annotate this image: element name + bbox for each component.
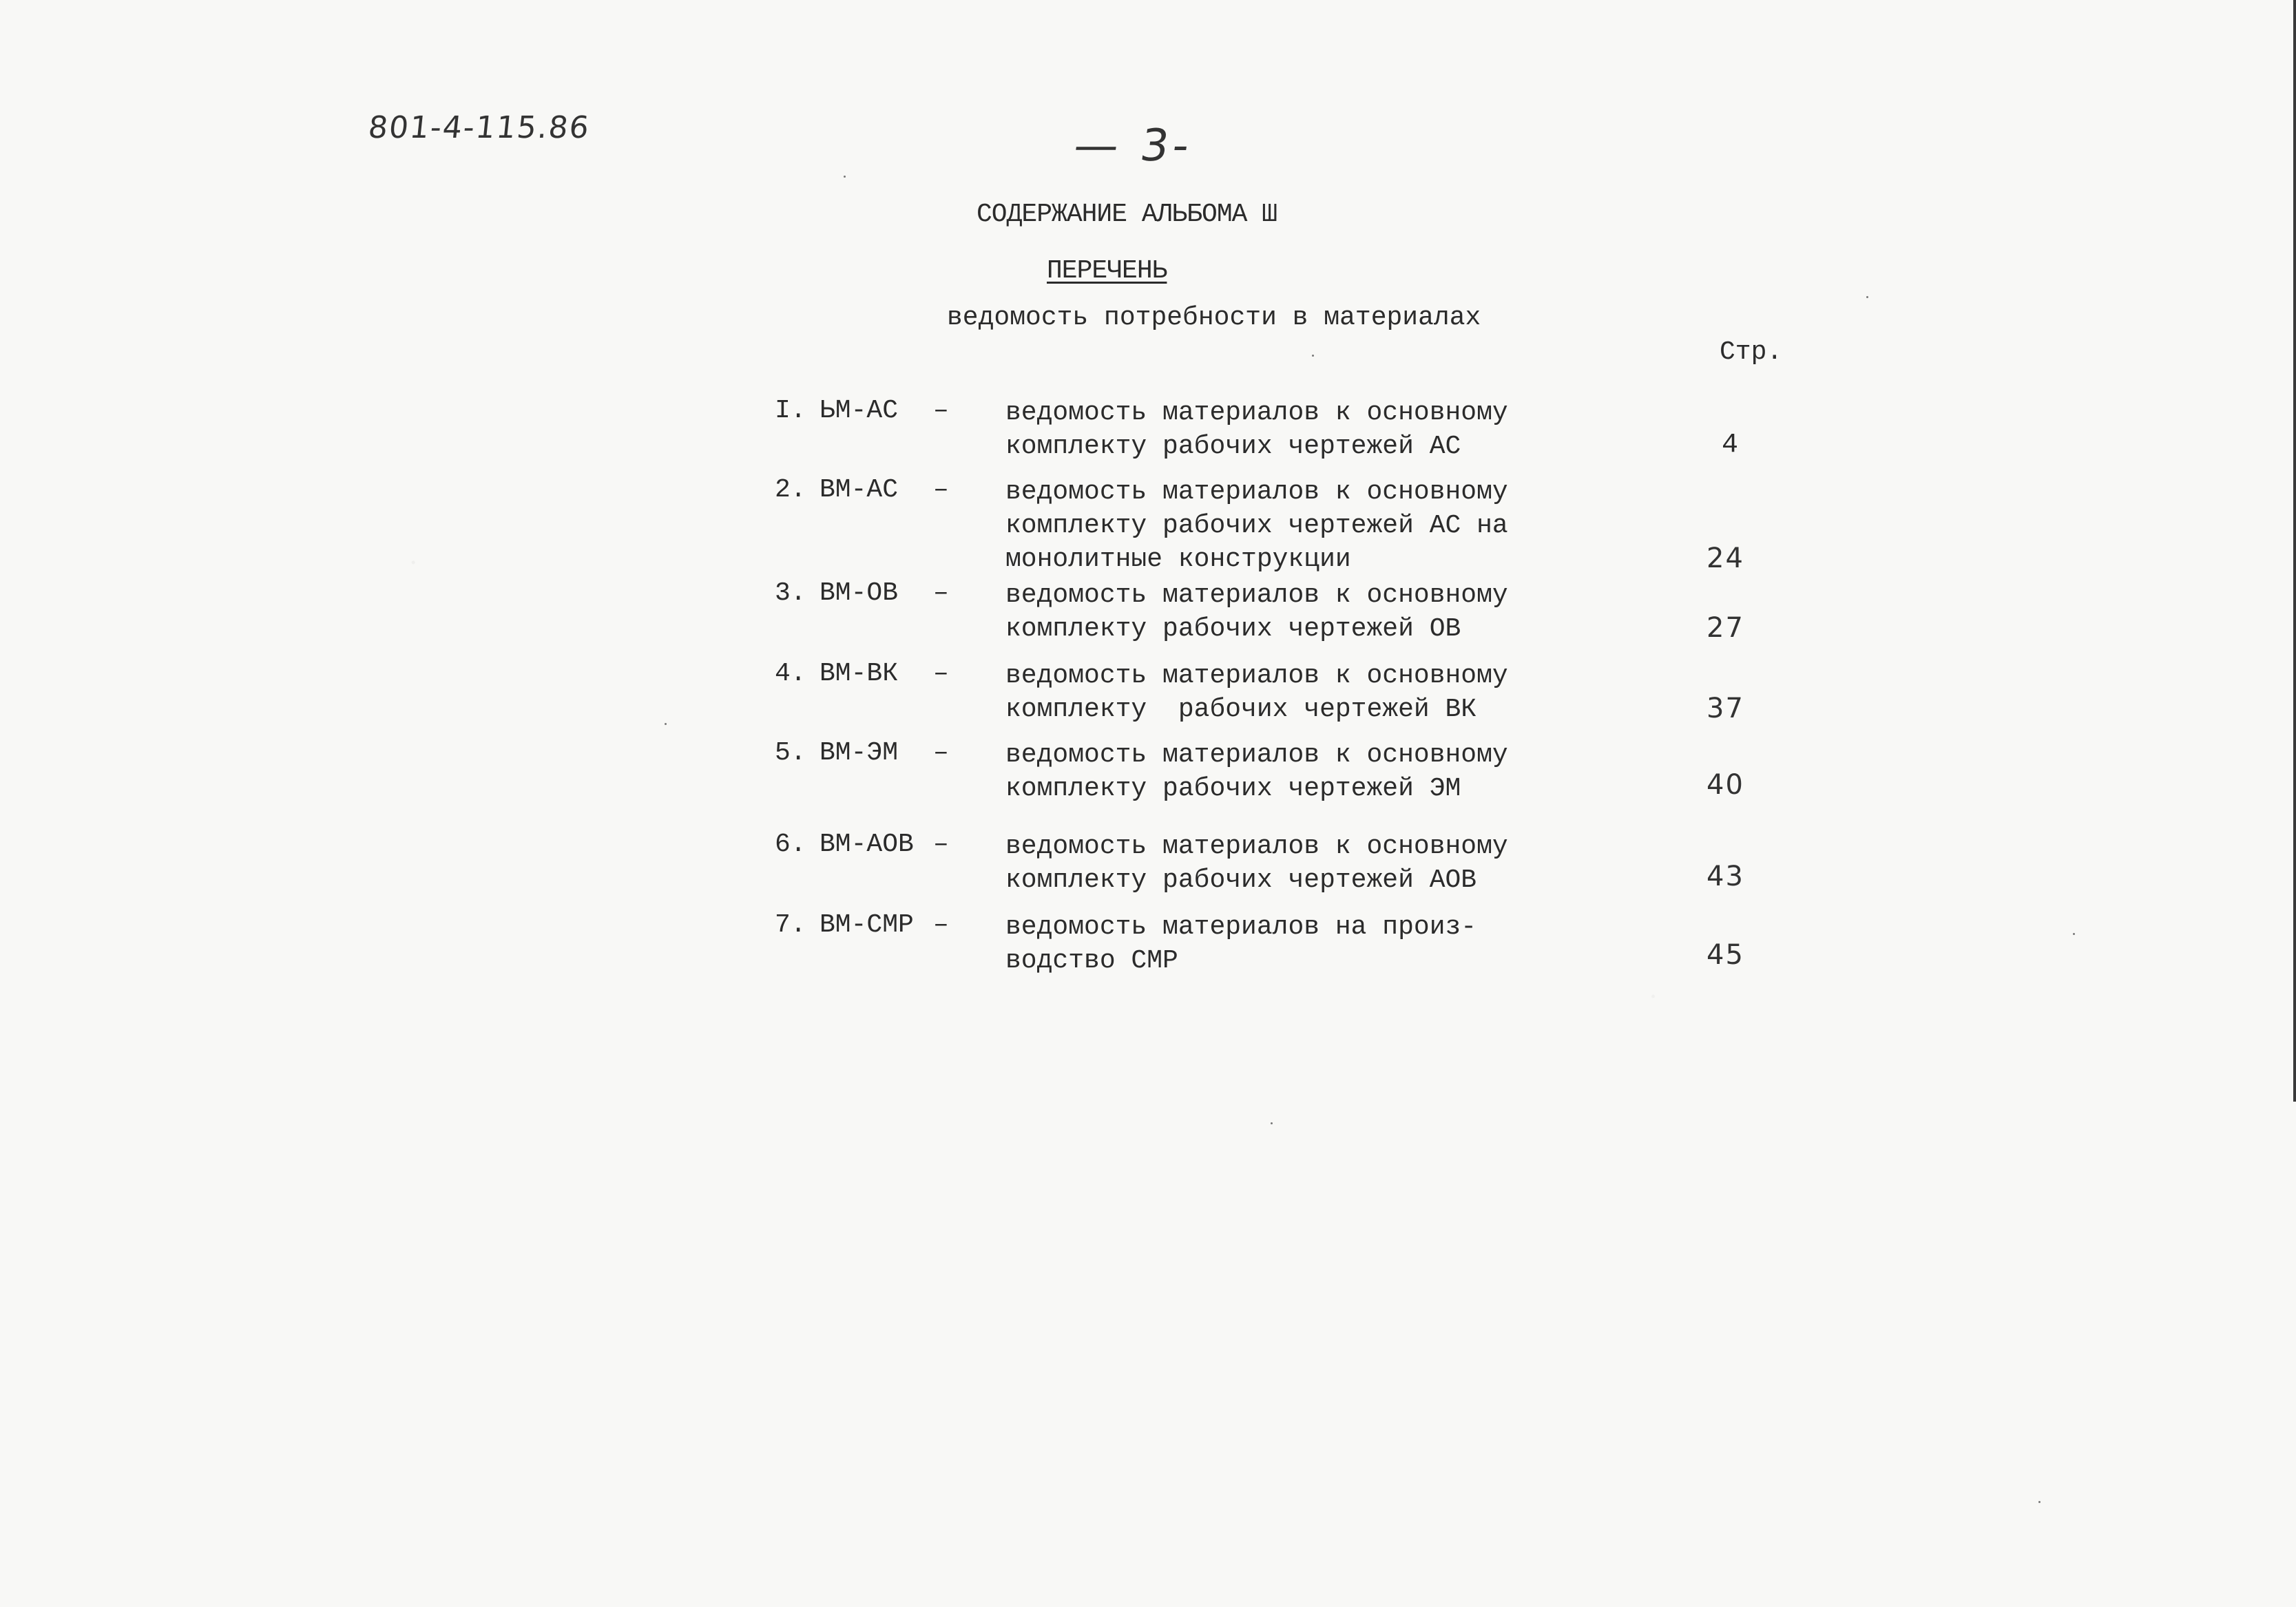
entry-description: ведомость материалов к основному комплекту рабочих чертежей АС на монолитные конструкции [1005,477,1508,574]
entry-dash: – [933,578,949,608]
entry-page: 43 [1707,861,1744,892]
scan-edge [2293,0,2296,1102]
scan-speck [2073,933,2075,935]
entry-number: 5. [775,738,806,768]
entry-code: ЬМ-АС [820,396,899,426]
entry-number: 6. [775,830,806,859]
entry-dash: – [933,659,949,689]
entry-page: 4 [1722,430,1739,461]
entry-page: 24 [1707,543,1744,574]
entry-dash: – [933,396,949,426]
entry-description: ведомость материалов к основному комплекту рабочих чертежей ЭМ [1005,740,1508,804]
page-column-header: Стр. [1720,337,1783,367]
entry-number: 7. [775,910,806,940]
entry-code: ВМ-АОВ [820,830,914,859]
entry-page: 40 [1707,769,1744,801]
entry-number: I. [775,396,806,426]
entry-code: ВМ-ВК [820,659,899,689]
entry-page: 45 [1707,939,1744,971]
scan-speck [2038,1501,2041,1503]
list-heading: ПЕРЕЧЕНЬ [1047,256,1167,286]
scan-speck [1866,296,1868,298]
entry-dash: – [933,475,949,505]
entry-code: ВМ-АС [820,475,899,505]
entry-code: ВМ-ОВ [820,578,899,608]
entry-dash: – [933,830,949,859]
entry-dash: – [933,910,949,940]
entry-code: ВМ-СМР [820,910,914,940]
document-code: 801-4-115.86 [366,110,592,145]
scan-speck [1312,355,1314,357]
entry-description: ведомость материалов к основному комплекту рабочих чертежей АОВ [1005,832,1508,895]
scan-speck [844,176,846,178]
entry-description: ведомость материалов к основному комплекту рабочих чертежей ОВ [1005,580,1508,644]
entry-number: 2. [775,475,806,505]
page-number: — 3- [1070,120,1197,171]
entry-page: 27 [1707,612,1744,644]
scan-speck [665,723,667,725]
entry-description: ведомость материалов к основному комплекту рабочих чертежей ВК [1005,661,1508,724]
list-subheading: ведомость потребности в материалах [947,303,1481,333]
entry-description: ведомость материалов на произ- водство СМР [1005,912,1477,976]
entry-page: 37 [1707,693,1744,724]
entry-number: 3. [775,578,806,608]
entry-code: ВМ-ЭМ [820,738,899,768]
document-title: СОДЕРЖАНИЕ АЛЬБОМА Ш [977,200,1277,229]
entry-dash: – [933,738,949,768]
entry-number: 4. [775,659,806,689]
scan-speck [1271,1122,1273,1124]
entry-description: ведомость материалов к основному комплекту рабочих чертежей АС [1005,398,1508,461]
